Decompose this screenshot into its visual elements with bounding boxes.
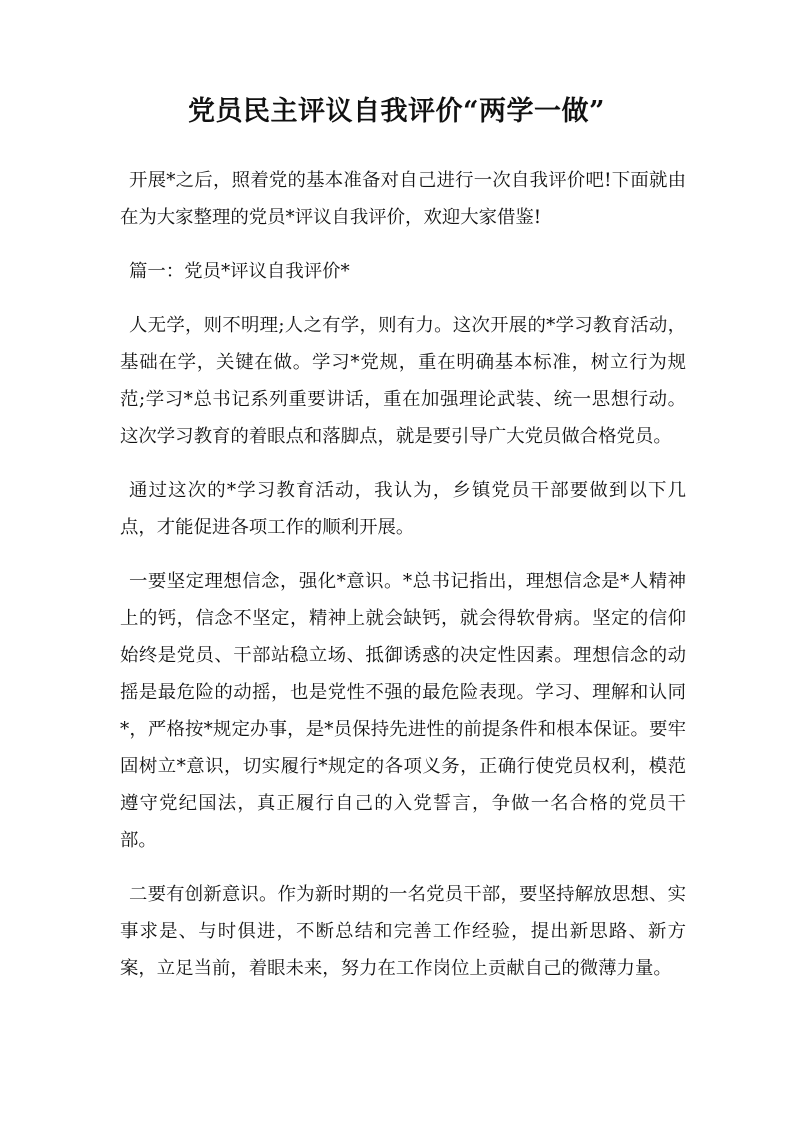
section-heading: 篇一：党员*评议自我评价* bbox=[129, 261, 350, 282]
body-paragraph-3: 一要坚定理想信念，强化*意识。*总书记指出，理想信念是*人精神上的钙，信念不坚定，精神上就会缺钙，就会得软骨病。坚定的信仰始终是党员、干部站稳立场、抵御诱惑的决定性因素。理想信念的动摇是最危险的动摇，也是党性不强的最危险表现。学习、理解和认同*，严格按*规定办事，是*员保持先进性的前提条件和根本保证。要牢固树立*意识，切实履行*规定的各项义务，正确行使党员权利，模范遵守党纪国法，真正履行自己的入党誓言，争做一名合格的党员干部。 bbox=[120, 571, 686, 851]
document-title: 党员民主评议自我评价“两学一做” bbox=[187, 96, 606, 127]
body-paragraph-1: 人无学，则不明理;人之有学，则有力。这次开展的*学习教育活动，基础在学，关键在做。学习*党规，重在明确基本标准，树立行为规范;学习*总书记系列重要讲话，重在加强理论武装、统一思想行动。这次学习教育的着眼点和落脚点，就是要引导广大党员做合格党员。 bbox=[120, 315, 686, 447]
body-paragraph-2: 通过这次的*学习教育活动，我认为，乡镇党员干部要做到以下几点，才能促进各项工作的顺利开展。 bbox=[120, 480, 686, 538]
document-body bbox=[120, 162, 686, 1004]
intro-paragraph: 开展*之后，照着党的基本准备对自己进行一次自我评价吧!下面就由在为大家整理的党员*评议自我评价，欢迎大家借鉴! bbox=[120, 170, 686, 228]
body-paragraph-4: 二要有创新意识。作为新时期的一名党员干部，要坚持解放思想、实事求是、与时俱进，不断总结和完善工作经验，提出新思路、新方案，立足当前，着眼未来，努力在工作岗位上贡献自己的微薄力量。 bbox=[120, 884, 686, 979]
